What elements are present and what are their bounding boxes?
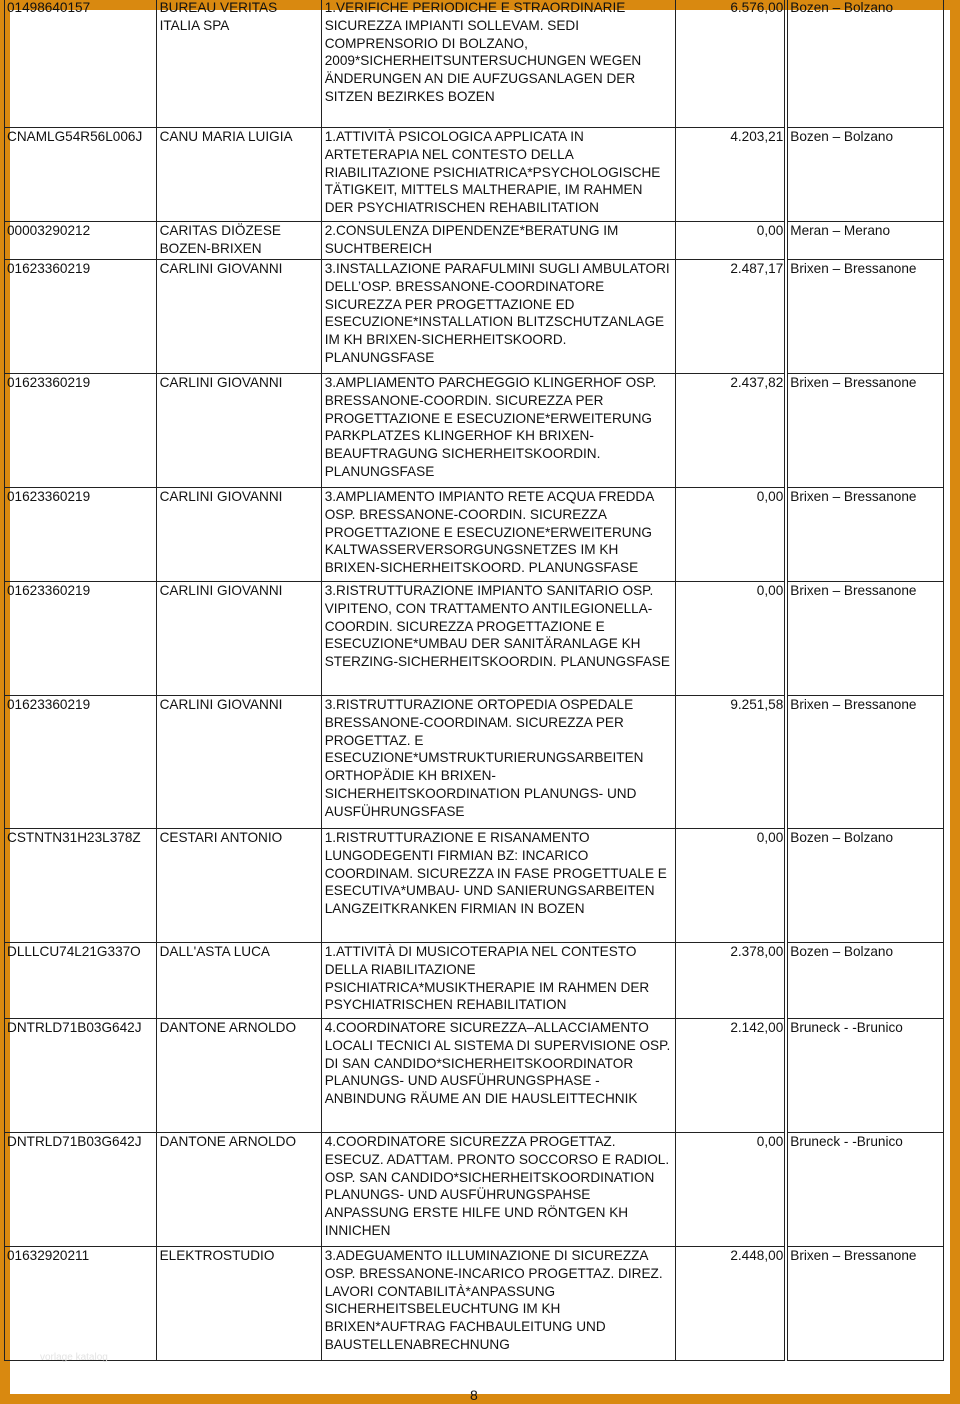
- row-amount-cell: 0,00: [676, 582, 786, 696]
- row-name-cell: ELEKTROSTUDIO: [156, 1247, 321, 1361]
- table-row: [5, 0, 944, 128]
- row-id-cell: 01623360219: [5, 260, 157, 374]
- row-amount-cell: 0,00: [676, 1133, 786, 1247]
- row-description-cell: 2.CONSULENZA DIPENDENZE*BERATUNG IM SUCHTBEREICH: [321, 222, 676, 260]
- row-place-cell: Brixen – Bressanone: [786, 1247, 943, 1361]
- watermark-text: vorlage katalog: [40, 1352, 108, 1363]
- table-row: [5, 128, 944, 222]
- row-place-cell: Brixen – Bressanone: [786, 696, 943, 829]
- row-place-cell: Bozen – Bolzano: [786, 943, 943, 1019]
- row-description-cell: 3.INSTALLAZIONE PARAFULMINI SUGLI AMBULATORI DELL’OSP. BRESSANONE-COORDINATORE SICUREZZA PER PROGETTAZIONE ED ESECUZIONE*INSTALLATION BLITZSCHUTZANLAGE IM KH BRIXEN-SICHERHEITSKOORD. PLANUNGSFASE: [321, 260, 676, 374]
- row-id-cell: DNTRLD71B03G642J: [5, 1019, 157, 1133]
- page-number: 8: [470, 1387, 478, 1403]
- row-id-cell: 01623360219: [5, 374, 157, 488]
- row-amount-cell: 2.378,00: [676, 943, 786, 1019]
- row-id-cell: CSTNTN31H23L378Z: [5, 829, 157, 943]
- row-description-cell: 1.VERIFICHE PERIODICHE E STRAORDINARIE SICUREZZA IMPIANTI SOLLEVAM. SEDI COMPRENSORIO DI BOLZANO, 2009*SICHERHEITSUNTERSUCHUNGEN WEGEN ÄNDERUNGEN AN DIE AUFZUGSANLAGEN DER SITZEN BEZIRKES BOZEN: [321, 0, 676, 128]
- row-name-cell: CARLINI GIOVANNI: [156, 260, 321, 374]
- table-row: [5, 488, 944, 582]
- row-name-cell: DALL'ASTA LUCA: [156, 943, 321, 1019]
- row-description-cell: 3.AMPLIAMENTO IMPIANTO RETE ACQUA FREDDA OSP. BRESSANONE-COORDIN. SICUREZZA PROGETTAZIONE E ESECUZIONE*ERWEITERUNG KALTWASSERVERSORGUNGSNETZES IM KH BRIXEN-SICHERHEITSKOORD. PLANUNGSFASE: [321, 488, 676, 582]
- row-amount-cell: 0,00: [676, 488, 786, 582]
- row-name-cell: CESTARI ANTONIO: [156, 829, 321, 943]
- row-place-cell: Bozen – Bolzano: [786, 128, 943, 222]
- row-place-cell: Meran – Merano: [786, 222, 943, 260]
- row-amount-cell: 9.251,58: [676, 696, 786, 829]
- row-description-cell: 3.RISTRUTTURAZIONE ORTOPEDIA OSPEDALE BRESSANONE-COORDINAM. SICUREZZA PER PROGETTAZ. E ESECUZIONE*UMSTRUKTURIERUNGSARBEITEN ORTHOPÄDIE KH BRIXEN-SICHERHEITSKOORDINATION PLANUNGS- UND AUSFÜHRUNGSFASE: [321, 696, 676, 829]
- row-id-cell: 01632920211: [5, 1247, 157, 1361]
- table-row: [5, 1019, 944, 1133]
- row-place-cell: Brixen – Bressanone: [786, 374, 943, 488]
- row-name-cell: CARLINI GIOVANNI: [156, 696, 321, 829]
- row-amount-cell: 2.437,82: [676, 374, 786, 488]
- row-name-cell: CANU MARIA LUIGIA: [156, 128, 321, 222]
- row-description-cell: 3.AMPLIAMENTO PARCHEGGIO KLINGERHOF OSP. BRESSANONE-COORDIN. SICUREZZA PER PROGETTAZIONE E ESECUZIONE*ERWEITERUNG PARKPLATZES KLINGERHOF KH BRIXEN-BEAUFTRAGUNG SICHERHEITSKOORDIN. PLANUNGSFASE: [321, 374, 676, 488]
- document-page: [7, 0, 950, 1403]
- table-row: [5, 260, 944, 374]
- row-name-cell: CARLINI GIOVANNI: [156, 488, 321, 582]
- row-place-cell: Brixen – Bressanone: [786, 260, 943, 374]
- row-description-cell: 1.ATTIVITÀ DI MUSICOTERAPIA NEL CONTESTO DELLA RIABILITAZIONE PSICHIATRICA*MUSIKTHERAPIE IM RAHMEN DER PSYCHIATRISCHEN REHABILITATION: [321, 943, 676, 1019]
- row-id-cell: CNAMLG54R56L006J: [5, 128, 157, 222]
- row-name-cell: CARLINI GIOVANNI: [156, 582, 321, 696]
- row-place-cell: Brixen – Bressanone: [786, 488, 943, 582]
- table-row: [5, 829, 944, 943]
- row-place-cell: Bruneck - -Brunico: [786, 1133, 943, 1247]
- row-id-cell: DLLLCU74L21G337O: [5, 943, 157, 1019]
- table-row: [5, 222, 944, 260]
- row-id-cell: DNTRLD71B03G642J: [5, 1133, 157, 1247]
- row-name-cell: CARITAS DIÖZESE BOZEN-BRIXEN: [156, 222, 321, 260]
- row-description-cell: 1.RISTRUTTURAZIONE E RISANAMENTO LUNGODEGENTI FIRMIAN BZ: INCARICO COORDINAM. SICUREZZA IN FASE PROGETTUALE E ESECUTIVA*UMBAU- UND SANIERUNGSARBEITEN LANGZEITKRANKEN FIRMIAN IN BOZEN: [321, 829, 676, 943]
- row-name-cell: CARLINI GIOVANNI: [156, 374, 321, 488]
- row-place-cell: Brixen – Bressanone: [786, 582, 943, 696]
- table-row: [5, 1133, 944, 1247]
- row-amount-cell: 2.487,17: [676, 260, 786, 374]
- row-description-cell: 1.ATTIVITÀ PSICOLOGICA APPLICATA IN ARTETERAPIA NEL CONTESTO DELLA RIABILITAZIONE PSICHIATRICA*PSYCHOLOGISCHE TÄTIGKEIT, MITTELS MALTHERAPIE, IM RAHMEN DER PSYCHIATRISCHEN REHABILITATION: [321, 128, 676, 222]
- table-row: [5, 582, 944, 696]
- row-id-cell: 01623360219: [5, 582, 157, 696]
- row-description-cell: 3.RISTRUTTURAZIONE IMPIANTO SANITARIO OSP. VIPITENO, CON TRATTAMENTO ANTILEGIONELLA-COORDIN. SICUREZZA PROGETTAZIONE E ESECUZIONE*UMBAU DER SANITÄRANLAGE KH STERZING-SICHERHEITSKOORDIN. PLANUNGSFASE: [321, 582, 676, 696]
- contracts-table: [4, 0, 944, 1361]
- row-amount-cell: 4.203,21: [676, 128, 786, 222]
- row-name-cell: DANTONE ARNOLDO: [156, 1133, 321, 1247]
- row-id-cell: 00003290212: [5, 222, 157, 260]
- row-place-cell: Bozen – Bolzano: [786, 0, 943, 128]
- row-amount-cell: 0,00: [676, 222, 786, 260]
- table-row: [5, 374, 944, 488]
- row-amount-cell: 2.448,00: [676, 1247, 786, 1361]
- row-amount-cell: 2.142,00: [676, 1019, 786, 1133]
- row-id-cell: 01623360219: [5, 488, 157, 582]
- row-description-cell: 4.COORDINATORE SICUREZZA–ALLACCIAMENTO LOCALI TECNICI AL SISTEMA DI SUPERVISIONE OSP. DI SAN CANDIDO*SICHERHEITSKOORDINATOR PLANUNGS- UND AUSFÜHRUNGSPHASE - ANBINDUNG RÄUME AN DIE HAUSLEITTECHNIK: [321, 1019, 676, 1133]
- table-row: [5, 943, 944, 1019]
- table-row: [5, 696, 944, 829]
- row-id-cell: 01498640157: [5, 0, 157, 128]
- row-place-cell: Bozen – Bolzano: [786, 829, 943, 943]
- table-row: [5, 1247, 944, 1361]
- row-amount-cell: 6.576,00: [676, 0, 786, 128]
- row-name-cell: DANTONE ARNOLDO: [156, 1019, 321, 1133]
- row-place-cell: Bruneck - -Brunico: [786, 1019, 943, 1133]
- row-id-cell: 01623360219: [5, 696, 157, 829]
- row-amount-cell: 0,00: [676, 829, 786, 943]
- row-description-cell: 4.COORDINATORE SICUREZZA PROGETTAZ. ESECUZ. ADATTAM. PRONTO SOCCORSO E RADIOL. OSP. SAN CANDIDO*SICHERHEITSKOORDINATION PLANUNGS- UND AUSFÜHRUNGSPAHSE ANPASSUNG ERSTE HILFE UND RÖNTGEN KH INNICHEN: [321, 1133, 676, 1247]
- row-description-cell: 3.ADEGUAMENTO ILLUMINAZIONE DI SICUREZZA OSP. BRESSANONE-INCARICO PROGETTAZ. DIREZ. LAVORI CONTABILITÀ*ANPASSUNG SICHERHEITSBELEUCHTUNG IM KH BRIXEN*AUFTRAG FACHBAULEITUNG UND BAUSTELLENABRECHNUNG: [321, 1247, 676, 1361]
- row-name-cell: BUREAU VERITAS ITALIA SPA: [156, 0, 321, 128]
